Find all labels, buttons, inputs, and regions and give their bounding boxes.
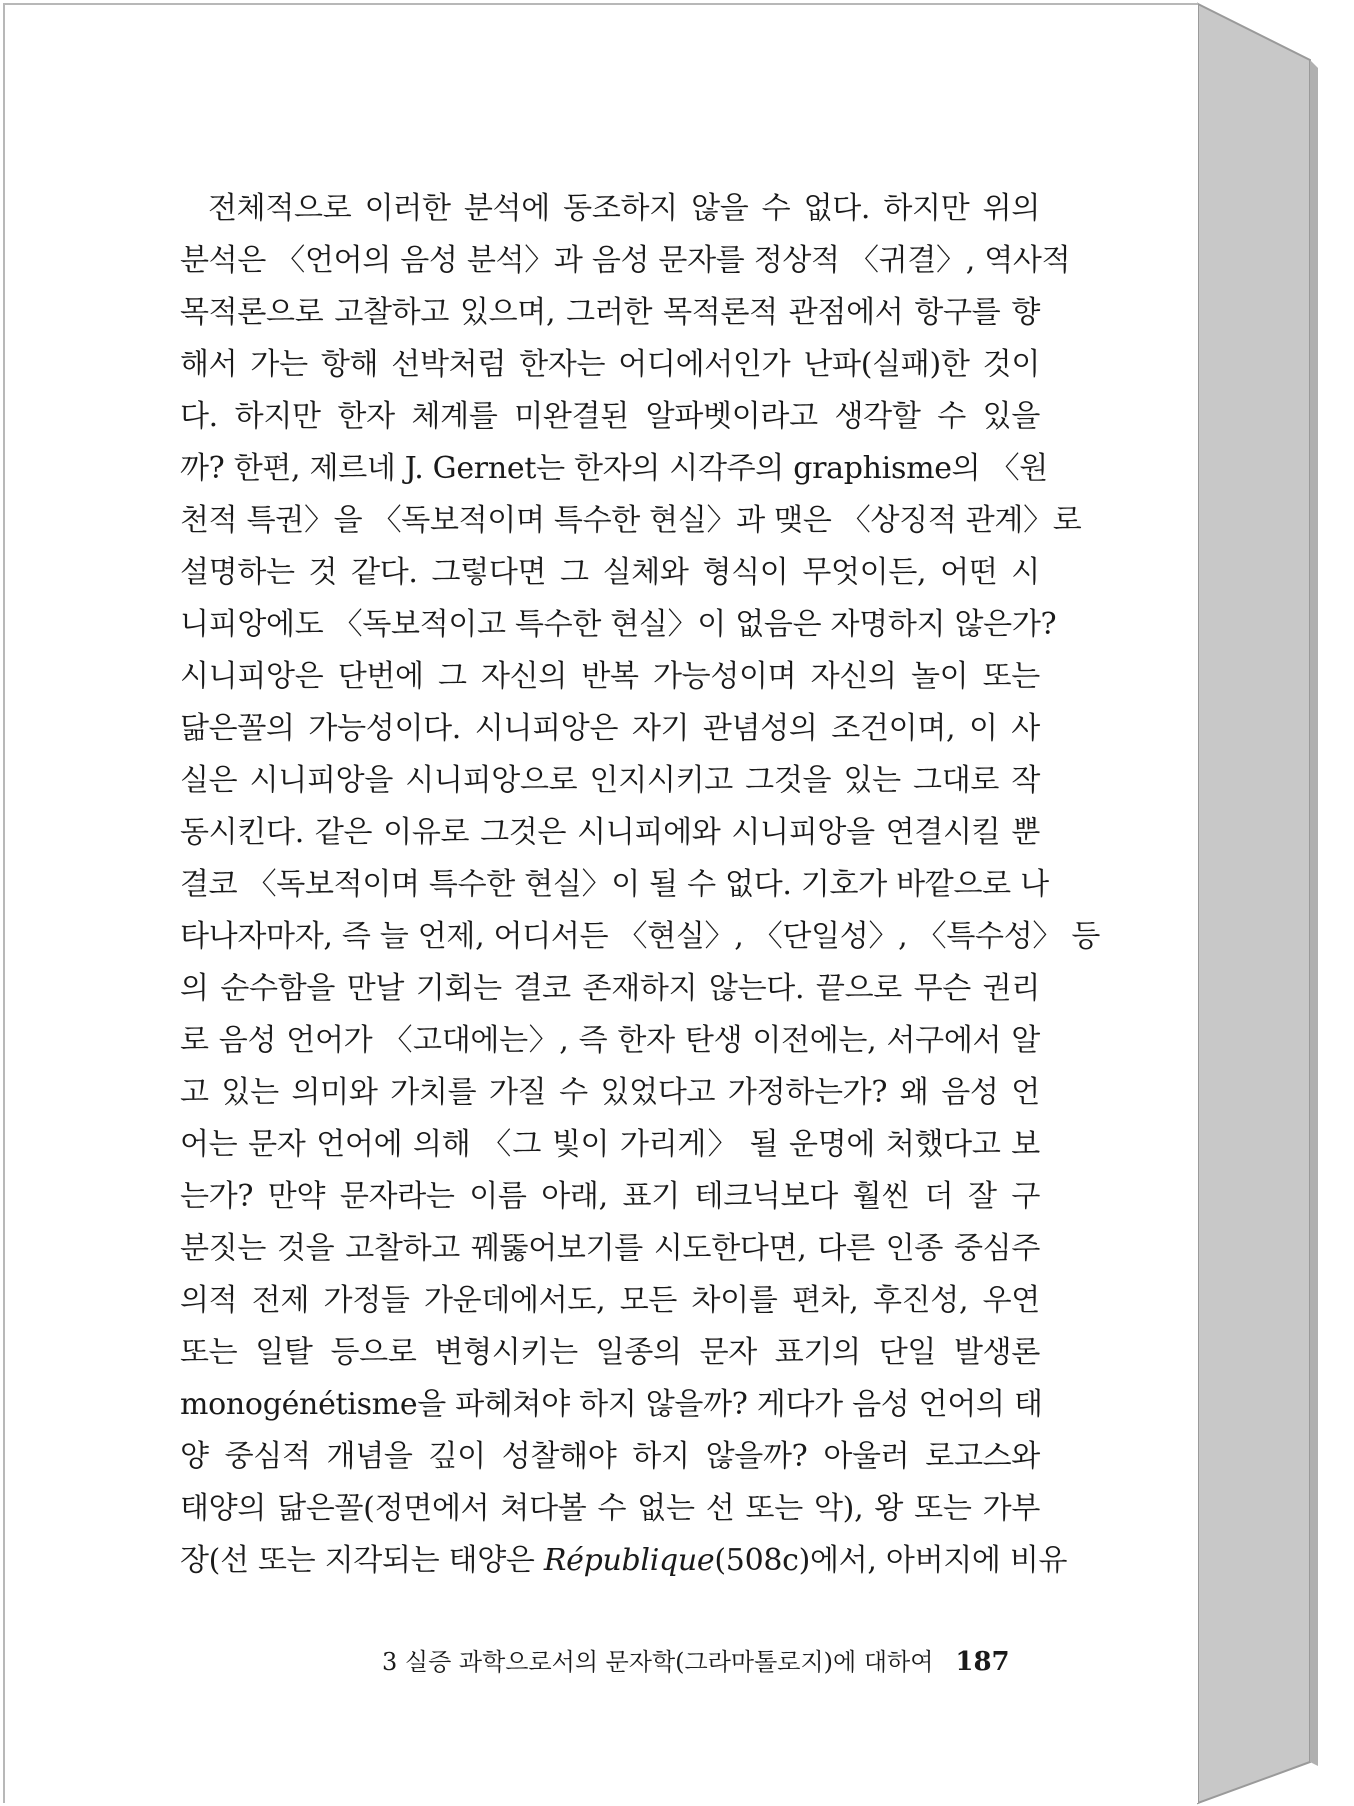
text-line: 는가? 만약 문자라는 이름 아래, 표기 테크닉보다 훨씬 더 잘 구 [180,1179,1040,1214]
text-line: 타나자마자, 즉 늘 언제, 어디서든 〈현실〉, 〈단일성〉, 〈특수성〉 등 [180,919,1100,954]
text-line: 어는 문자 언어에 의해 〈그 빛이 가리게〉 될 운명에 처했다고 보 [180,1127,1040,1162]
text-line: 실은 시니피앙을 시니피앙으로 인지시키고 그것을 있는 그대로 작 [180,763,1040,798]
text-line: 양 중심적 개념을 깊이 성찰해야 하지 않을까? 아울러 로고스와 [180,1439,1040,1474]
text-line: 전체적으로 이러한 분석에 동조하지 않을 수 없다. 하지만 위의 [208,191,1040,226]
text-line: 설명하는 것 같다. 그렇다면 그 실체와 형식이 무엇이든, 어떤 시 [180,555,1040,590]
text-line: monogénétisme을 파헤쳐야 하지 않을까? 게다가 음성 언어의 태 [180,1387,1043,1422]
page-number: 187 [955,1647,1010,1677]
text-line: 해서 가는 항해 선박처럼 한자는 어디에서인가 난파(실패)한 것이 [180,347,1040,382]
text-line: 동시킨다. 같은 이유로 그것은 시니피에와 시니피앙을 연결시킬 뿐 [180,815,1040,850]
text-line: 로 음성 언어가 〈고대에는〉, 즉 한자 탄생 이전에는, 서구에서 알 [180,1023,1040,1058]
text-line [180,1535,1068,1587]
text-line: 닮은꼴의 가능성이다. 시니피앙은 자기 관념성의 조건이며, 이 사 [180,711,1040,746]
text-line: 고 있는 의미와 가치를 가질 수 있었다고 가정하는가? 왜 음성 언 [180,1075,1040,1110]
text-line: 분짓는 것을 고찰하고 꿰뚫어보기를 시도한다면, 다른 인종 중심주 [180,1231,1040,1266]
text-line: 천적 특권〉을 〈독보적이며 특수한 현실〉과 맺은 〈상징적 관계〉로 [180,503,1082,538]
text-line: 시니피앙은 단번에 그 자신의 반복 가능성이며 자신의 놀이 또는 [180,659,1040,694]
text-line: 결코 〈독보적이며 특수한 현실〉이 될 수 없다. 기호가 바깥으로 나 [180,867,1049,902]
text-line: 니피앙에도 〈독보적이고 특수한 현실〉이 없음은 자명하지 않은가? [180,607,1057,642]
text-line: 다. 하지만 한자 체계를 미완결된 알파벳이라고 생각할 수 있을 [180,399,1040,434]
text-line: 분석은 〈언어의 음성 분석〉과 음성 문자를 정상적 〈귀결〉, 역사적 [180,243,1071,278]
text-segment: 장(선 또는 지각되는 태양은 [180,1543,544,1578]
running-head: 3 실증 과학으로서의 문자학(그라마톨로지)에 대하여 [382,1648,934,1676]
text-segment: (508c)에서, 아버지에 비유 [714,1543,1068,1578]
page-footer [382,1642,1022,1677]
text-line: 목적론으로 고찰하고 있으며, 그러한 목적론적 관점에서 항구를 향 [180,295,1040,330]
text-line: 또는 일탈 등으로 변형시키는 일종의 문자 표기의 단일 발생론 [180,1335,1040,1370]
text-line: 의 순수함을 만날 기회는 결코 존재하지 않는다. 끝으로 무슨 권리 [180,971,1040,1006]
text-line: 의적 전제 가정들 가운데에서도, 모든 차이를 편차, 후진성, 우연 [180,1283,1040,1318]
body-paragraph [180,183,1100,1587]
book-title-italic: République [543,1543,715,1578]
text-line: 태양의 닮은꼴(정면에서 쳐다볼 수 없는 선 또는 악), 왕 또는 가부 [180,1491,1040,1526]
text-line: 까? 한편, 제르네 J. Gernet는 한자의 시각주의 graphisme의 〈원 [180,451,1048,486]
